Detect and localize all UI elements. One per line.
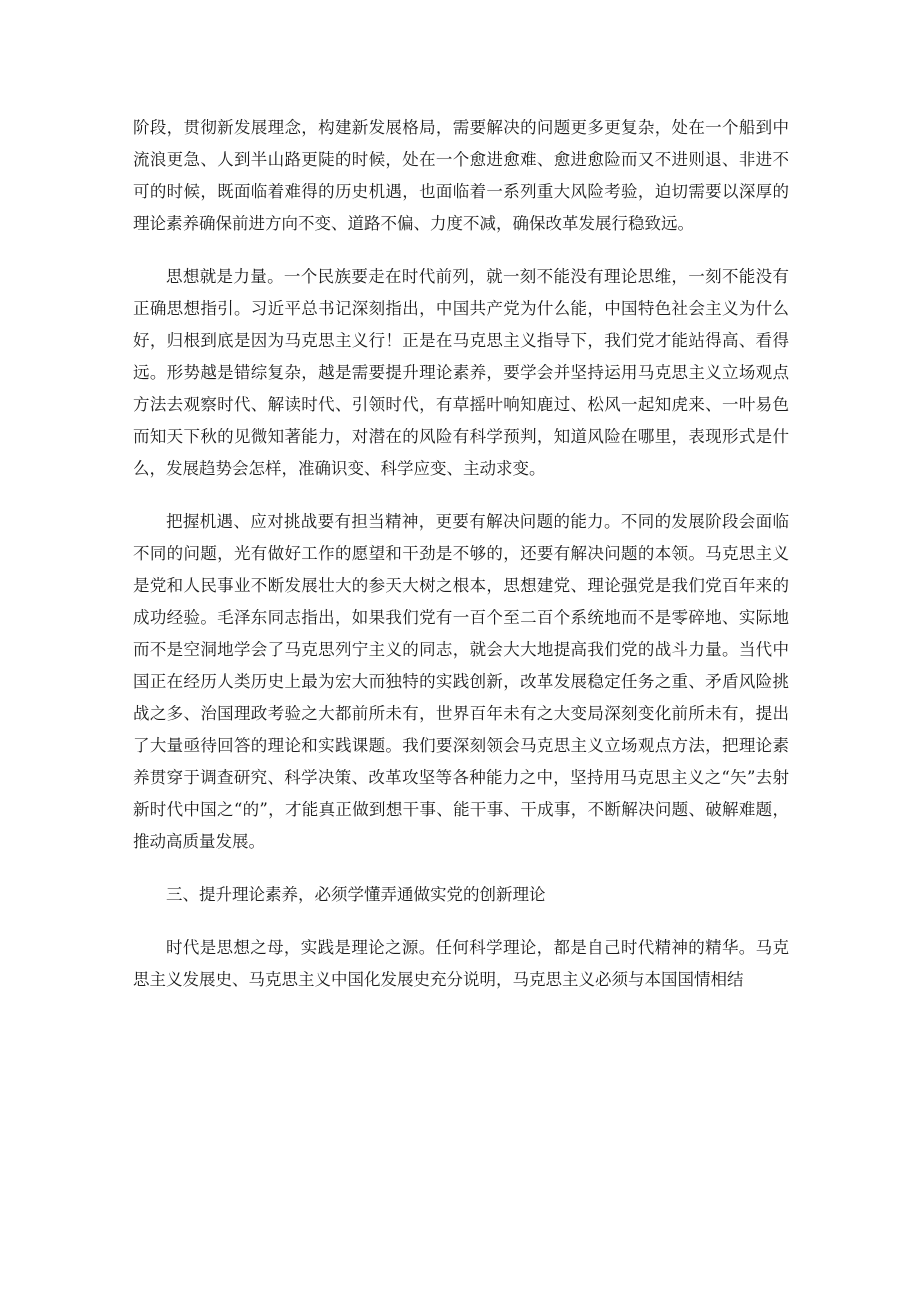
section-heading: 三、提升理论素养，必须学懂弄通做实党的创新理论 [166,885,546,904]
paragraph-continued: 阶段，贯彻新发展理念，构建新发展格局，需要解决的问题更多更复杂，处在一个船到中流浪更急、人到半山路更陡的时候，处在一个愈进愈难、愈进愈险而又不进则退、非进不可的时候，既面临着难得的历史机遇，也面临着一系列重大风险考验，迫切需要以深厚的理论素养确保前进方向不变、道路不偏、力度不减，确保改革发展行稳致远。 [133,118,789,233]
document-body [133,112,789,1017]
paragraph-thought-is-power: 思想就是力量。一个民族要走在时代前列，就一刻不能没有理论思维，一刻不能没有正确思想指引。习近平总书记深刻指出，中国共产党为什么能，中国特色社会主义为什么好，归根到底是因为马克思主义行！正是在马克思主义指导下，我们党才能站得高、看得远。形势越是错综复杂，越是需要提升理论素养，要学会并坚持运用马克思主义立场观点方法去观察时代、解读时代、引领时代，有草摇叶响知鹿过、松风一起知虎来、一叶易色而知天下秋的见微知著能力，对潜在的风险有科学预判，知道风险在哪里，表现形式是什么，发展趋势会怎样，准确识变、科学应变、主动求变。 [133,267,789,478]
paragraph-era-and-practice: 时代是思想之母，实践是理论之源。任何科学理论，都是自己时代精神的精华。马克思主义发展史、马克思主义中国化发展史充分说明，马克思主义必须与本国国情相结 [133,938,789,989]
paragraph-grasp-opportunities: 把握机遇、应对挑战要有担当精神，更要有解决问题的能力。不同的发展阶段会面临不同的问题，光有做好工作的愿望和干劲是不够的，还要有解决问题的本领。马克思主义是党和人民事业不断发展壮大的参天大树之根本，思想建党、理论强党是我们党百年来的成功经验。毛泽东同志指出，如果我们党有一百个至二百个系统地而不是零碎地、实际地而不是空洞地学会了马克思列宁主义的同志，就会大大地提高我们党的战斗力量。当代中国正在经历人类历史上最为宏大而独特的实践创新，改革发展稳定任务之重、矛盾风险挑战之多、治国理政考验之大都前所未有，世界百年未有之大变局深刻变化前所未有，提出了大量亟待回答的理论和实践课题。我们要深刻领会马克思主义立场观点方法，把理论素养贯穿于调查研究、科学决策、改革攻坚等各种能力之中，坚持用马克思主义之“矢”去射新时代中国之“的”，才能真正做到想干事、能干事、干成事，不断解决问题、破解难题，推动高质量发展。 [133,512,789,851]
